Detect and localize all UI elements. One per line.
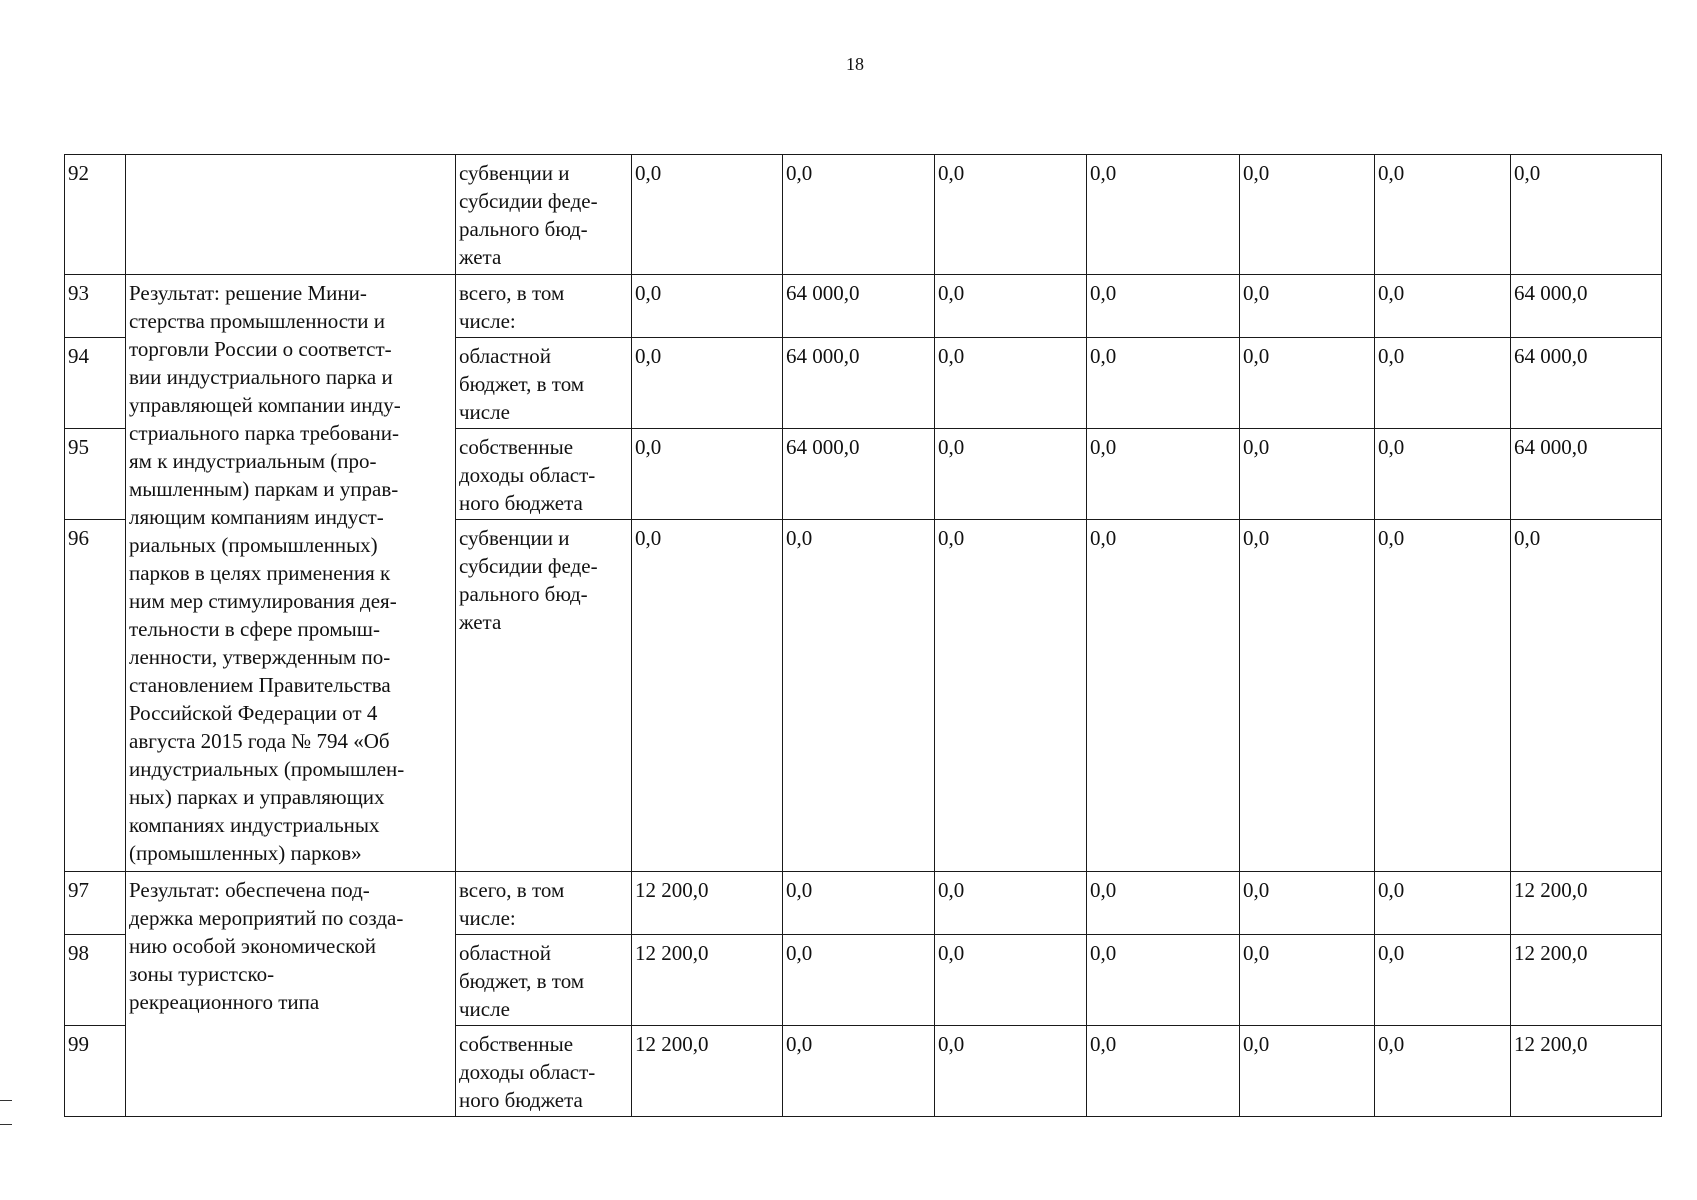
value-cell: 0,0 bbox=[1087, 935, 1240, 1026]
value-cell: 12 200,0 bbox=[632, 1026, 783, 1117]
text-line: стриального парка требовани- bbox=[129, 421, 400, 445]
funding-source bbox=[456, 520, 632, 872]
value-cell: 0,0 bbox=[1240, 872, 1375, 935]
value-cell: 0,0 bbox=[632, 155, 783, 275]
text-line: собственные bbox=[459, 435, 574, 459]
text-line: парков в целях применения к bbox=[129, 561, 391, 585]
table-body bbox=[65, 155, 1662, 1117]
text-line: Результат: решение Мини- bbox=[129, 281, 367, 305]
value-cell: 0,0 bbox=[1375, 155, 1511, 275]
text-line: Результат: обеспечена под- bbox=[129, 878, 370, 902]
text-line: стерства промышленности и bbox=[129, 309, 385, 333]
text-line: числе bbox=[459, 997, 510, 1021]
value-cell: 0,0 bbox=[1240, 429, 1375, 520]
row-number: 93 bbox=[65, 275, 126, 338]
row-number: 92 bbox=[65, 155, 126, 275]
text-line: августа 2015 года № 794 «Об bbox=[129, 729, 390, 753]
text-line: индустриальных (промышлен- bbox=[129, 757, 405, 781]
text-line: субвенции и bbox=[459, 526, 570, 550]
budget-table bbox=[64, 154, 1662, 1117]
text-line: жета bbox=[459, 610, 502, 634]
value-cell: 0,0 bbox=[1240, 338, 1375, 429]
value-cell: 0,0 bbox=[1087, 155, 1240, 275]
value-cell: 0,0 bbox=[1087, 275, 1240, 338]
row-number: 94 bbox=[65, 338, 126, 429]
value-cell: 12 200,0 bbox=[632, 935, 783, 1026]
value-cell: 0,0 bbox=[1375, 520, 1511, 872]
row-number: 98 bbox=[65, 935, 126, 1026]
text-line: доходы област- bbox=[459, 1060, 596, 1084]
value-cell: 0,0 bbox=[783, 155, 935, 275]
text-line: числе bbox=[459, 400, 510, 424]
value-cell: 12 200,0 bbox=[1511, 872, 1662, 935]
text-line: собственные bbox=[459, 1032, 574, 1056]
result-description bbox=[126, 275, 456, 872]
value-cell: 0,0 bbox=[1375, 935, 1511, 1026]
value-cell: 12 200,0 bbox=[632, 872, 783, 935]
value-cell: 0,0 bbox=[783, 935, 935, 1026]
text-line: тельности в сфере промыш- bbox=[129, 617, 380, 641]
value-cell: 0,0 bbox=[632, 429, 783, 520]
value-cell: 0,0 bbox=[1087, 429, 1240, 520]
text-line: ям к индустриальным (про- bbox=[129, 449, 377, 473]
text-line: мышленным) паркам и управ- bbox=[129, 477, 399, 501]
text-line: бюджет, в том bbox=[459, 372, 585, 396]
text-line: рального бюд- bbox=[459, 582, 588, 606]
value-cell: 0,0 bbox=[1375, 1026, 1511, 1117]
value-cell: 0,0 bbox=[935, 338, 1087, 429]
funding-source bbox=[456, 338, 632, 429]
value-cell: 64 000,0 bbox=[783, 429, 935, 520]
value-cell: 0,0 bbox=[935, 155, 1087, 275]
value-cell: 0,0 bbox=[783, 872, 935, 935]
text-line: субсидии феде- bbox=[459, 189, 598, 213]
value-cell: 0,0 bbox=[1375, 429, 1511, 520]
value-cell: 0,0 bbox=[1240, 1026, 1375, 1117]
text-line: рального бюд- bbox=[459, 217, 588, 241]
text-line: нию особой экономической bbox=[129, 934, 377, 958]
value-cell: 64 000,0 bbox=[1511, 429, 1662, 520]
value-cell: 0,0 bbox=[935, 872, 1087, 935]
text-line: (промышленных) парков» bbox=[129, 841, 362, 865]
row-number: 99 bbox=[65, 1026, 126, 1117]
text-line: числе: bbox=[459, 309, 516, 333]
text-line: областной bbox=[459, 941, 551, 965]
text-line: риальных (промышленных) bbox=[129, 533, 378, 557]
value-cell: 0,0 bbox=[1087, 338, 1240, 429]
text-line: ним мер стимулирования дея- bbox=[129, 589, 397, 613]
text-line: субвенции и bbox=[459, 161, 570, 185]
value-cell: 0,0 bbox=[783, 1026, 935, 1117]
text-line: зоны туристско- bbox=[129, 962, 275, 986]
value-cell: 0,0 bbox=[935, 429, 1087, 520]
cut-mark bbox=[0, 1124, 12, 1125]
text-line: областной bbox=[459, 344, 551, 368]
text-line: всего, в том bbox=[459, 878, 565, 902]
value-cell: 0,0 bbox=[632, 275, 783, 338]
value-cell: 0,0 bbox=[1087, 872, 1240, 935]
value-cell: 0,0 bbox=[1375, 275, 1511, 338]
value-cell: 0,0 bbox=[783, 520, 935, 872]
text-line: становлением Правительства bbox=[129, 673, 391, 697]
funding-source bbox=[456, 429, 632, 520]
text-line: бюджет, в том bbox=[459, 969, 585, 993]
value-cell: 12 200,0 bbox=[1511, 935, 1662, 1026]
text-line: жета bbox=[459, 245, 502, 269]
value-cell: 0,0 bbox=[1240, 935, 1375, 1026]
text-line: держка мероприятий по созда- bbox=[129, 906, 404, 930]
row-number: 95 bbox=[65, 429, 126, 520]
value-cell: 0,0 bbox=[1240, 520, 1375, 872]
value-cell: 0,0 bbox=[1511, 520, 1662, 872]
text-line: субсидии феде- bbox=[459, 554, 598, 578]
value-cell: 0,0 bbox=[1375, 872, 1511, 935]
value-cell: 0,0 bbox=[632, 520, 783, 872]
funding-source bbox=[456, 872, 632, 935]
value-cell: 0,0 bbox=[935, 520, 1087, 872]
funding-source bbox=[456, 155, 632, 275]
cut-mark bbox=[0, 1100, 12, 1101]
value-cell: 0,0 bbox=[632, 338, 783, 429]
value-cell: 0,0 bbox=[935, 275, 1087, 338]
text-line: управляющей компании инду- bbox=[129, 393, 401, 417]
table-row bbox=[65, 155, 1662, 275]
value-cell: 64 000,0 bbox=[783, 338, 935, 429]
page-number: 18 bbox=[846, 54, 864, 74]
text-line: ного бюджета bbox=[459, 1088, 583, 1112]
funding-source bbox=[456, 935, 632, 1026]
text-line: всего, в том bbox=[459, 281, 565, 305]
text-line: ных) парках и управляющих bbox=[129, 785, 385, 809]
text-line: ленности, утвержденным по- bbox=[129, 645, 391, 669]
funding-source bbox=[456, 275, 632, 338]
text-line: ляющим компаниям индуст- bbox=[129, 505, 384, 529]
text-line: торговли России о соответст- bbox=[129, 337, 392, 361]
value-cell: 0,0 bbox=[1511, 155, 1662, 275]
table-row bbox=[65, 872, 1662, 935]
value-cell: 64 000,0 bbox=[1511, 275, 1662, 338]
row-number: 96 bbox=[65, 520, 126, 872]
value-cell: 64 000,0 bbox=[1511, 338, 1662, 429]
row-number: 97 bbox=[65, 872, 126, 935]
value-cell: 0,0 bbox=[935, 1026, 1087, 1117]
funding-source bbox=[456, 1026, 632, 1117]
text-line: вии индустриального парка и bbox=[129, 365, 393, 389]
value-cell: 0,0 bbox=[1375, 338, 1511, 429]
result-description-empty bbox=[126, 155, 456, 275]
text-line: рекреационного типа bbox=[129, 990, 320, 1014]
value-cell: 0,0 bbox=[1240, 275, 1375, 338]
text-line: ного бюджета bbox=[459, 491, 583, 515]
value-cell: 0,0 bbox=[1240, 155, 1375, 275]
text-line: Российской Федерации от 4 bbox=[129, 701, 378, 725]
text-line: доходы област- bbox=[459, 463, 596, 487]
table-row bbox=[65, 275, 1662, 338]
value-cell: 0,0 bbox=[1087, 520, 1240, 872]
value-cell: 0,0 bbox=[935, 935, 1087, 1026]
text-line: числе: bbox=[459, 906, 516, 930]
value-cell: 12 200,0 bbox=[1511, 1026, 1662, 1117]
result-description bbox=[126, 872, 456, 1117]
value-cell: 64 000,0 bbox=[783, 275, 935, 338]
value-cell: 0,0 bbox=[1087, 1026, 1240, 1117]
text-line: компаниях индустриальных bbox=[129, 813, 380, 837]
